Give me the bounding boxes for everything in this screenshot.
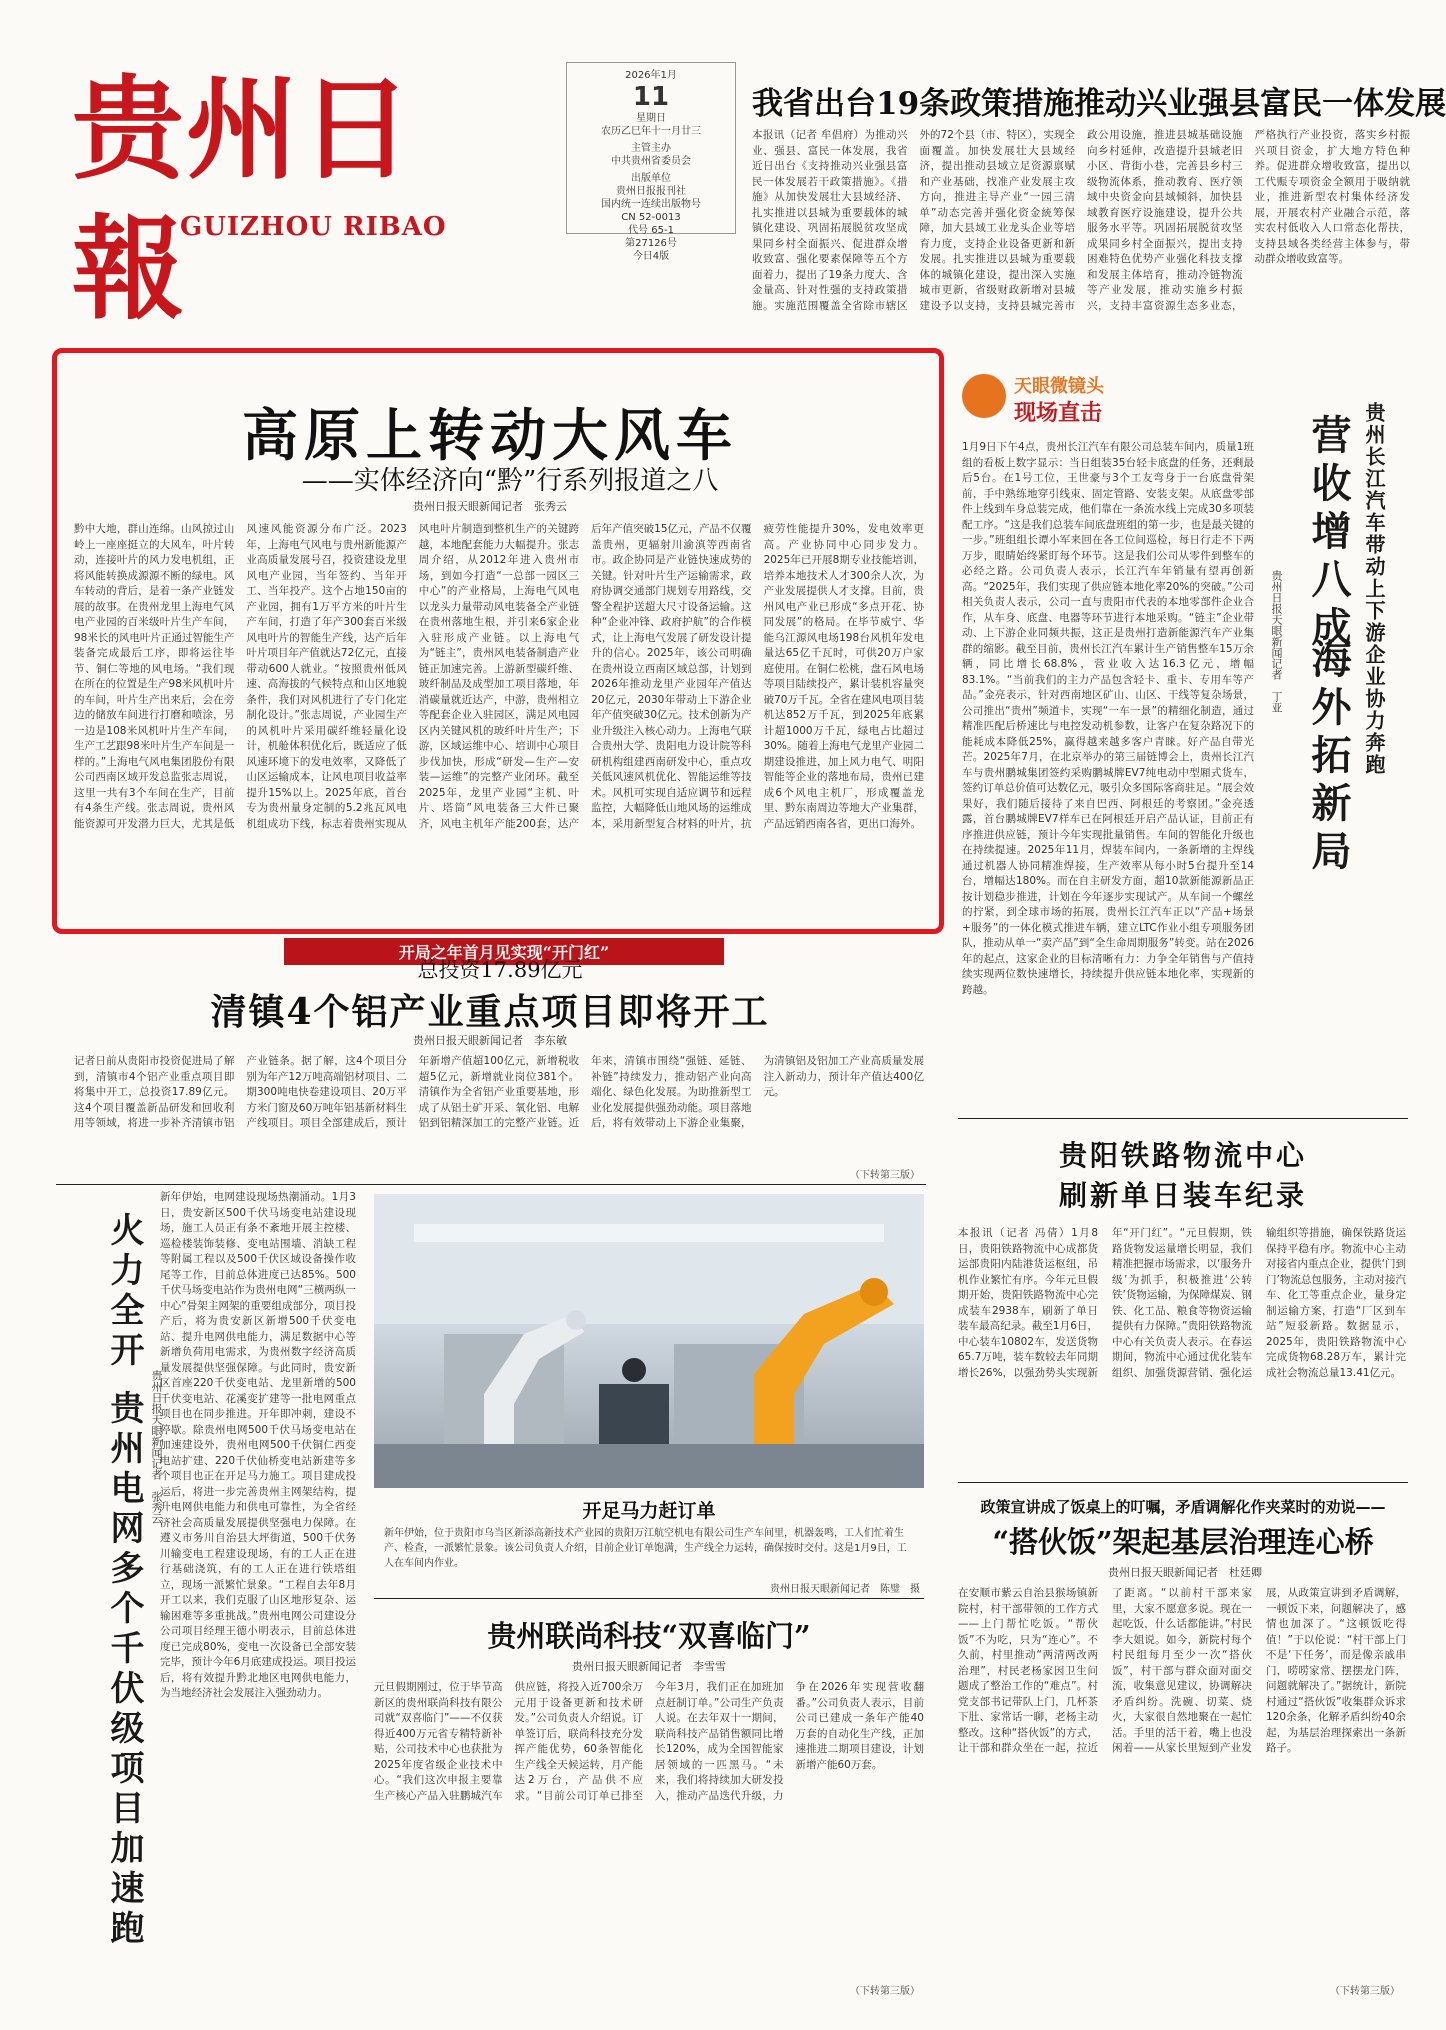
cn-number: CN 52-0013 [621, 212, 681, 223]
tianyan-logo-text2: 现场直击 [1014, 401, 1103, 426]
right-feature-subtitle: 贵州长江汽车带动上下游企业协力奔跑 [1362, 402, 1386, 776]
power-text: 新年伊始，电网建设现场热潮涌动。1月3日，贵安新区500千伏马场变电站建设现场，施工人员正有条不紊地开展主控楼、巡检楼装饰装修、变电站围墙、消缺工程等附属工程以及500千伏区域设备操作收尾等工作，目前总体进度已达85%。500千伏马场变电站作为贵州电网“三横两纵一中心”骨架主网架的重要组成部分，项目投产后，将为贵安新区新增500千伏变电站、提升电网供电能力，满足数据中心等新增负荷用电需求，为贵州数字经济高质量发展提供坚强保障。与此同时，贵安新区首座220千伏变电站、龙里新增的500千伏变电站、花溪变扩建等一批电网重点项目也在同步推进。开年即冲刺，建设不停歇。除贵州电网500千伏马场变电站在加速建设外，贵州电网500千伏铜仁西变电站扩建、220千伏仙桥变电站新建等多个项目也正在开足马力施工。项目建成投运后，将进一步完善贵州主网架结构，提升电网供电能力和供电可靠性，为全省经济社会高质量发展提供坚强电力保障。在遵义市务川自治县大坪街道，500千伏务川输变电工程建设现场，有的工人正在进行基础浇筑，有的工人正在进行铁塔组立，现场一派繁忙景象。“工程自去年8月开工以来，我们克服了山区地形复杂、运输困难等多重挑战。”贵州电网公司建设分公司项目经理王德小明表示，目前总体进度已完成80%，变电一次设备已全部安装完毕，预计今年6月底建成投运。项目投运后，将有效提升黔北地区电网供电能力，为当地经济社会发展注入强劲动力。 [160, 1191, 356, 1699]
sponsor: 中共贵州省委员会 [611, 156, 691, 167]
issue-date: 2026年1月 [625, 70, 677, 81]
aluminum-kicker: 总投资17.89亿元 [417, 958, 583, 982]
divider [958, 1482, 1408, 1483]
divider [958, 1118, 1408, 1119]
right-feature-title1: 营收增八成 [1305, 414, 1352, 654]
section-banner: 开局之年首月见实现“开门红” [284, 938, 724, 965]
cooking-headline: “搭伙饭”架起基层治理连心桥 [992, 1525, 1374, 1559]
tianyan-icon [962, 374, 1006, 418]
railway-headline2: 刷新单日装车纪录 [1058, 1179, 1307, 1212]
code-number: 代号 65-1 [628, 225, 674, 236]
photo-caption-title: 开足马力赶订单 [582, 1500, 716, 1522]
factory-scene [374, 1194, 924, 1488]
newspaper-logo: 贵州日報 [72, 64, 414, 335]
right-feature-text: 1月9日下午4点，贵州长江汽车有限公司总装车间内，质量1班组的看板上数字显示：当日组装35台轻卡底盘的任务，还剩最后5台。在1号工位，王世豪与3个工友弯身于一台底盘骨架前，手中熟练地穿引线束、固定管路、安装支架。从底盘零部件上线到车身总装完成，他们靠在一条流水线上完成30多项装配工序。“这是我们总装车间底盘班组的第一步，也是最关键的一步。”班组组长谭小军来回在各工位间巡检，每日行走不下两万步，眼睛始终紧盯每个环节。这是我们公司从零件到整车的必经之路。公司负责人表示，长江汽车年销量有望再创新高。“2025年，我们实现了供应链本地化率20%的突破。”公司相关负责人表示，公司一直与贵阳市代表的本地零部件企业合作，从车身、底盘、电器等环节进行本地采购。“链主”企业带动、上下游企业同频共振，这正是贵州打造新能源汽车产业集群的缩影。截至目前，贵州长江汽车累计生产销售整车15万余辆，同比增长68.8%，营业收入达16.3亿元，增幅83.1%。“当前我们的主力产品包含轻卡、重卡、专用车等产品。”金亮表示，针对西南地区矿山、山区、干线等复杂场景，公司推出“贵州”频道卡，实现“一车一景”的精细化制造，通过精准匹配后桥速比与电控发动机参数，让客户在复杂路况下的能耗成本降低25%，赢得越来越多客户青睐。好产品自带光芒。2025年7月，在北京举办的第三届链博会上，贵州长江汽车与贵州鹏城集团签约采购鹏城牌EV7纯电动中型厢式货车，签约订单总价值可达数亿元，吸引众多国际客商驻足。“展会效果好，我们随后接待了来自巴西、阿根廷的考察团。”金亮透露，首台鹏城牌EV7样车已在阿根廷开启产品认证，目前正有序推进供应链，预计今年实现批量销售。车间的智能化升级也在持续提速。2025年11月，焊装车间内，一条新增的主焊线通过机器人协同精准焊接，生产效率从每小时5台提升至14台，增幅达180%。而在自主研发方面，超10款新能源新品正按计划稳步推进，计划在今年逐步实现试产。从车间一个螺丝的拧紧，到全球市场的拓展，贵州长江汽车正以“产品+场景+服务”的一体化模式推进车辆，建立LTC作业小组专项服务团队，推动从单一“卖产品”到“全生命周期服务”转变。站在2026年的起点，这家企业的目标清晰有力：力争全年销售与产值持续实现两位数快速增长，持续提升供应链本地化率，实现新的跨越。 [962, 441, 1254, 996]
cooking-kicker: 政策宣讲成了饭桌上的叮嘱，矛盾调解化作夹菜时的劝说—— [980, 1498, 1386, 1516]
publisher-label: 出版单位 [631, 173, 671, 184]
tech-headline: 贵州联尚科技“双喜临门” [487, 1619, 811, 1653]
feature-headline: 高原上转动大风车 [242, 403, 738, 469]
feature-byline: 贵州日报天眼新闻记者 张秀云 [413, 500, 567, 513]
sponsor-label: 主管主办 [631, 143, 671, 154]
serial-label: 国内统一连续出版物号 [601, 199, 701, 210]
tech-text: 元旦假期刚过，位于毕节高新区的贵州联尚科技有限公司就“双喜临门”——不仅获得近400万元省专精特新补贴，公司技术中心也获批为2025年度省级企业技术中心。“我们这次申报主要靠生产核心产品入驻鹏城汽车供应链，将投入近700余万元用于设备更新和技术研发。”公司负责人介绍说。订单签订后，联尚科技充分发挥产能优势，60条智能化生产线全天候运转，月产能达2万台，产品供不应求。“目前公司订单已排至今年3月，我们正在加班加点赶制订单。”公司生产负责人说。在去年双十一期间，联尚科技产品销售额同比增长120%，成为全国智能家居领域的一匹黑马。“未来，我们将持续加大研发投入，推动产品迭代升级，力争在2026年实现营收翻番。”公司负责人表示，目前公司已建成一条年产能40万套的自动化生产线，正加速推进二期项目建设，计划新增产能60万套。 [374, 1681, 924, 1802]
issue-weekday: 星期日 [636, 113, 666, 124]
tianyan-logo-text: 天眼微镜头 [1014, 376, 1104, 397]
feature-subhead: ——实体经济向“黔”行系列报道之八 [301, 466, 719, 496]
factory-photo [374, 1194, 924, 1488]
tianyan-logo [962, 370, 1142, 430]
divider [56, 1184, 926, 1185]
power-title1: 火力全开 [104, 1212, 144, 1372]
top-story-headline: 我省出台19条政策措施推动兴业强县富民一体发展 [752, 86, 1446, 122]
cooking-continue: （下转第三版） [1330, 1986, 1400, 1997]
top-story-text: 本报讯（记者 牟倡府）为推动兴业、强县、富民一体发展，我省近日出台《支持推动兴业强县富民一体发展若干政策措施》。《措施》从加快发展壮大县域经济、扎实推进以县城为重要载体的城镇化建设、巩固拓展脱贫攻坚成果同乡村全面振兴、促进群众增收致富、强化要素保障等五个方面着力，提出了19条力度大、含金量高、针对性强的支持政策措施。实施范围覆盖全省除市辖区外的72个县（市、特区），实现全面覆盖。加快发展壮大县域经济，提出推动县域立足资源禀赋和产业基础，找准产业发展主攻方向，推进主导产业“一园三清单”动态完善并强化资金統筹保障，加大县域工业龙头企业等培育力度，支持企业设备更新和新发展。扎实推进以县城为重要载体的城镇化建设，提出深入实施城市更新，省级财政新增对县城建设予以支持，支持县城完善市政公用设施，推进县城基础设施向乡村延伸，改造提升县城老旧小区、背街小巷，完善县乡村三级物流体系，推动教育、医疗领域中央资金向县域倾斜，加快县域教育医疗设施建设，提升公共服务水平等。巩固拓展脱贫攻坚成果同乡村全面振兴，提出支持困难特色优势产业强化科技支撑和发展主体培育，推动冷链物流等产业发展，推动实施乡村振兴，支持丰富资源生态多业态，严格执行产业投资，落实乡村振兴项目资金，扩大地方特色种养。促进群众增收致富，提出以工代赈专项资金全额用于吸纳就业，推进新型农村集体经济发展，开展农村产业融合示范，落实农村低收入人口常态化帮扶，支持县域各类经营主体参与，带动群众增收致富等。 [752, 129, 1410, 312]
photo-caption: 新年伊始，位于贵阳市乌当区新添高新技术产业园的贵阳万江航空机电有限公司生产车间里，机器轰鸣，工人们忙着生产、检查，一派繁忙景象。该公司负责人介绍，目前企业订单饱满，生产线全力运转，确保按时交付。这是1月9日，工人在车间内作业。 [384, 1528, 907, 1569]
cooking-byline: 贵州日报天眼新闻记者 杜廷卿 [1108, 1566, 1262, 1579]
photo-credit: 贵州日报天眼新闻记者 陈璧 摄 [770, 1584, 920, 1595]
divider [374, 1598, 924, 1599]
right-feature-byline: 贵州日报天眼新闻记者 丁亚 [1270, 570, 1283, 713]
tech-byline: 贵州日报天眼新闻记者 李雪雪 [572, 1660, 726, 1673]
page-count: 今日4版 [632, 251, 670, 262]
aluminum-byline: 贵州日报天眼新闻记者 李东敏 [413, 1034, 567, 1047]
issue-day: 11 [632, 82, 670, 112]
cooking-text: 在安顺市紫云自治县猴场镇新院村，村干部带领的工作方式——上门帮忙吃饭。“帮伙饭”不为吃，只为“连心”。不久前，村里推动“两清两改两治理”，村民老杨家因卫生问题成了整治工作的“难点”。村党支部书记带队上门，几杯茶下肚、家常话一聊，老杨主动整改。这种“搭伙饭”的方式，让干部和群众坐在一起，拉近了距离。“以前村干部来家里，大家不愿意多说。现在一起吃饭，什么话都能讲。”村民李大姐说。如今，新院村每个村民组每月至少一次“搭伙饭”，村干部与群众面对面交流，收集意见建议，协调解决矛盾纠纷。洗碗、切菜、烧火，大家很自然地聚在一起忙活。手里的活干着，嘴上也没闲着——从家长里短到产业发展，从政策宣讲到矛盾调解，一顿饭下来，问题解决了，感情也加深了。“这顿饭吃得值！”于以伦说：“村干部上门不是‘下任务’，而是像亲戚串门，唠唠家常、摆摆龙门阵，问题就解决了。”据统计，新院村通过“搭伙饭”收集群众诉求120余条，化解矛盾纠纷40余起，为基层治理探索出一条新路子。 [958, 1587, 1406, 1754]
issue-info-box [566, 62, 736, 262]
issue-number: 第27126号 [625, 238, 677, 249]
publisher: 贵州日报报刊社 [616, 186, 686, 197]
right-feature-title2: 海外拓新局 [1305, 638, 1352, 878]
tech-continue: （下转第三版） [850, 1986, 920, 1997]
issue-lunar: 农历乙巳年十一月廿三 [601, 126, 701, 137]
aluminum-headline: 清镇4个铝产业重点项目即将开工 [210, 991, 770, 1033]
feature-text: 黔中大地，群山连绵。山风掠过山岭上一座座挺立的大风车，叶片转动，连接叶片的风力发电机组，正将风能转换成源源不断的绿电。风车转动的背后，是着一条产业链发展的故事。在贵州龙里上海电气风电产业园的百米级叶片生产车间，98米长的风电叶片正通过智能生产装备完成最后工序，即将运往毕节、铜仁等地的风电场。“我们现在所在的位置是生产98米风机叶片的车间，叶片生产出来后，会在旁边的储放车间进行打磨和喷涂，另一边是108米风机叶片生产车间，生产工艺跟98米叶片生产车间是一样的。”上海电气风电集团股份有限公司西南区域开发总监张志周说，这里一共有3个车间在生产，目前有4条生产线。张志周说，贵州风能资源可开发潜力巨大，尤其是低风速风能资源分布广泛。2023年，上海电气风电与贵州新能源产业高质量发展号召，投资建设龙里风电产业园，当年签约、当年开工、当年投产。这个占地150亩的产业园，拥有1万平方米的叶片生产车间，打造了年产300套百米级风电叶片的智能生产线，达产后年叶片项目年产值就达72亿元，直接带动600人就业。“按照贵州低风速、高海拔的气候特点和山区地貌条件，我们对风机进行了专门化定制化设计。”张志周说，产业园生产的风机叶片采用碳纤维轻量化设计，机舱体积优化后，既适应了低风速环境下的发电效率，又降低了山区运输成本，让风电项目收益率提升15%以上。2025年底，首台专为贵州量身定制的5.2兆瓦风电机组成功下线，标志着贵州实现从风电叶片制造到整机生产的关键跨越，本地配套能力大幅提升。张志周介绍，从2012年进入贵州市场，到如今打造“一总部一园区三中心”的产业格局，上海电气风电以龙头力量带动风电装备全产业链在贵州落地生根，并引来6家企业入驻形成产业链。以上海电气为“链主”，贵州风电装备制造产业链正加速完善。上游新型碳纤维、玻纤制品及成型加工项目落地，年消碳量就近达产，中游，贵州相立等配套企业入驻园区，满足风电园区内关键风机的玻纤叶片生产；下游，区域运维中心、培训中心项目步伐加快，形成“研发—生产—安装—运维”的完整产业闭环。截至2025年，龙里产业园“主机、叶片、塔筒”风电装备三大件已聚齐，风电主机年产能200套，达产后年产值突破15亿元，产品不仅覆盖贵州，更辐射川渝滇等西南省市。政企协同是产业链快速成势的关键。针对叶片生产运输需求，政府协调交通部门规划专用路线，交警全程护送超大尺寸设备运输。这种“企业冲锋、政府护航”的合作模式，让上海电气发展了研发设计提升的信心。2025年，该公司明确在贵州设立西南区域总部，计划到2026年推动龙里产业园年产值达20亿元，2030年带动上下游企业年产值突破30亿元。技术创新为产业升级注入核心动力。上海电气联合贵州大学、贵阳电力设计院等科研机构组建西南研发中心，重点攻关低风速风机优化、智能运维等技术。风机可实现自适应调节和远程监控，大幅降低山地风场的运维成本，采用新型复合材料的叶片，抗疲劳性能提升30%，发电效率更高。产业协同中心同步发力。2025年已开展8期专业技能培训，培养本地技术人才300余人次，为产业发展提供人才支撑。目前，贵州风电产业已形成“多点开花、协同发展”的格局。在毕节威宁、华能乌江源风电场198台风机年发电量达65亿千瓦时，可供20万户家庭使用。在铜仁松桃，盘石风电场等项目陆续投产，累计装机容量突破70万千瓦。全省在建风电项目装机达852万千瓦，到2025年底累计超1000万千瓦，绿电占比超过30%。随着上海电气龙里产业园二期建设推进，加上风力电气、明阳智能等企业的落地布局，贵州已建成6个风电主机厂，形成覆盖龙里、黔东南周边等地大产业集群，产品远销西南各省，更出口海外。 [74, 523, 924, 830]
power-byline: 贵州日报天眼新闻记者 张秀云 [150, 1370, 163, 1524]
right-feature-text-lower [962, 960, 1402, 1110]
masthead-pinyin: GUIZHOU RIBAO [180, 212, 447, 242]
railway-text: 本报讯（记者 冯倩）1月8日，贵阳铁路物流中心成都货运部贵阳内陆港货运枢纽，吊机作业繁忙有序。今年元旦假期开始，贵阳铁路物流中心完成装车2938车，刷新了单日装车最高纪录。截至1月6日，中心装车10802车，发送货物65.7万吨，装车数较去年同期增长26%，以强劲势头实现新年“开门红”。“元旦假期，铁路货物发运量增长明显，我们精准把握市场需求，以‘服务升级’为抓手，积极推进‘公转铁’货物运输，为保障煤炭、钢铁、化工品、粮食等物资运输提供有力保障。”贵阳铁路物流中心有关负责人表示。在春运期间，物流中心通过优化装车组织、加强货源营销、强化运输组织等措施，确保铁路货运保持平稳有序。物流中心主动对接省内重点企业，提供‘门到门’物流总包服务，主动对接汽车、化工等重点企业，量身定制运输方案，打造“厂区到车站”短驳新路。数据显示，2025年，贵阳铁路物流中心完成货物68.28万车，累计完成社会物流总量13.41亿元。 [958, 1227, 1406, 1379]
railway-headline1: 贵阳铁路物流中心 [1058, 1139, 1307, 1172]
aluminum-continue: （下转第三版） [850, 1170, 920, 1181]
power-title2: 贵州电网多个千伏级项目加速跑 [104, 1390, 144, 1950]
aluminum-text: 记者日前从贵阳市投资促进局了解到，清镇市4个铝产业重点项目即将集中开工，总投资17.89亿元。这4个项目覆盖新品研发和回收利用等领域，将进一步补齐清镇市铝产业链条。据了解，这4个项目分别为年产12万吨高端铝材项目、二期300吨电快卷建设项目、20万平方米门窗及60万吨年铝基新材料生产线项目。项目全部建成后，预计年新增产值超100亿元，新增税收超5亿元，新增就业岗位381个。清镇作为全省铝产业重要基地，形成了从铝土矿开采、氧化铝、电解铝到铝精深加工的完整产业链。近年来，清镇市围绕“强链、延链、补链”持续发力，推动铝产业向高端化、绿色化发展。为助推新型工业化发展提供强劲动能。项目落地后，将有效带动上下游企业集聚，为清镇铝及铝加工产业高质量发展注入新动力，预计年产值达400亿元。 [74, 1055, 924, 1129]
